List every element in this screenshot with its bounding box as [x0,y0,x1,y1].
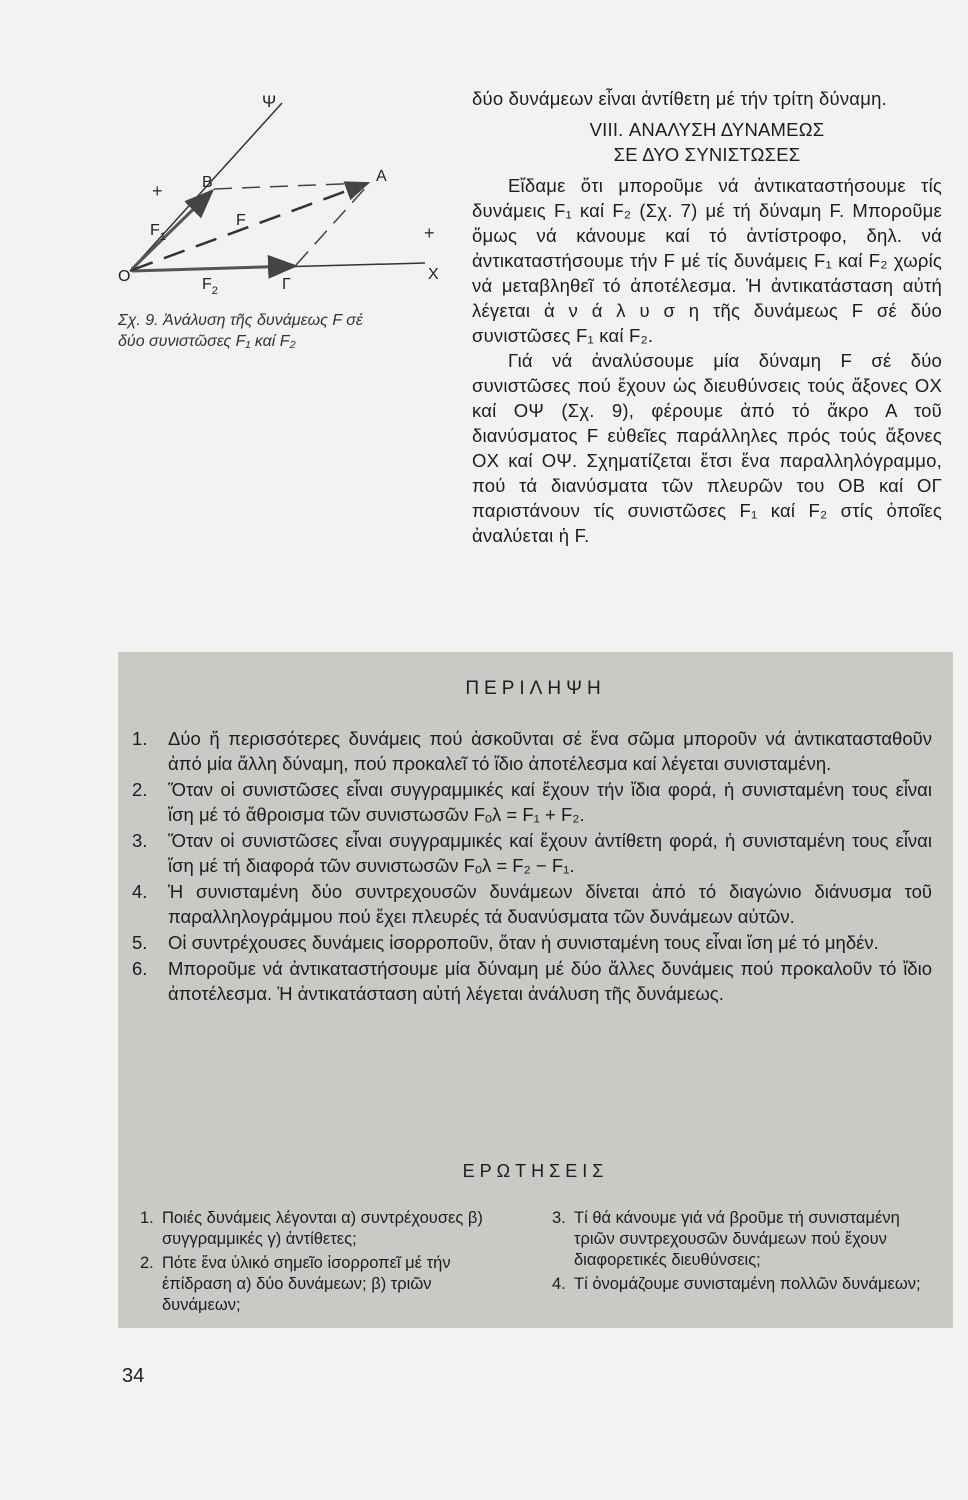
intro-paragraph: δύο δυνάμεων εἶναι ἀντίθετη μέ τήν τρίτη δύναμη. [472,88,887,109]
summary-item [132,879,932,929]
summary-item-number: 3. [132,830,148,851]
label-b: B [202,174,213,191]
paragraph-analysis-definition: Εἴδαμε ὅτι μποροῦμε νά ἀντικαταστήσουμε τίς δυνάμεις F₁ καί F₂ (Σχ. 7) μέ τή δύναμη F. Μποροῦμε ὅμως νά κάνουμε καί τό ἀντίστροφο, δηλ. νά ἀντικαταστήσουμε τήν F μέ τίς δυνάμεις F₁ καί F₂ χωρίς νά μεταβληθεῖ τό ἀποτέλεσμα. Ἡ ἀντικατάσταση αὐτή λέγεται ἀ ν ά λ υ σ η τῆς δυνάμεως F σέ δύο συνιστῶσες F₁ καί F₂. [472,175,942,346]
summary-item-text: Ὅταν οἱ συνιστῶσες εἶναι συγγραμμικές καί ἔχουν τήν ἴδια φορά, ἡ συνισταμένη τους εἶναι ἴση μέ τό ἄθροισμα τῶν συνιστωσῶν Fₒλ = F₁ + F₂. [168,779,932,825]
question-item [140,1208,510,1250]
label-x: X [428,266,439,283]
vector-f [132,183,368,270]
summary-item [132,930,932,955]
label-f: F [236,212,246,229]
question-number: 4. [552,1275,566,1293]
questions-right-column [552,1208,938,1298]
section-heading-line1: VIII. ΑΝΑΛΥΣΗ ΔΥΝΑΜΕΩΣ [589,119,825,140]
page-number: 34 [122,1365,145,1387]
question-text: Τί θά κάνουμε γιά νά βροῦμε τή συνισταμένη τριῶν συντρεχουσῶν δυνάμεων πού ἔχουν διαφορετικές διευθύνσεις; [574,1209,900,1269]
label-psi: Ψ [262,92,277,111]
label-f1: $F_1$ [150,222,166,243]
questions-left-column [140,1208,510,1319]
question-number: 2. [140,1254,154,1272]
summary-item-text: Μποροῦμε νά ἀντικαταστήσουμε μία δύναμη μέ δύο ἄλλες δυνάμεις πού προκαλοῦν τό ἴδιο ἀποτέλεσμα. Ἡ ἀντικατάσταση αὐτή λέγεται ἀνάλυση τῆς δυνάμεως. [168,958,932,1004]
questions-title: ΕΡΩΤΗΣΕΙΣ [462,1161,609,1181]
summary-item [132,956,932,1006]
dashed-line-ba [214,183,366,189]
question-text: Πότε ἕνα ὑλικό σημεῖο ἰσορροπεῖ μέ τήν ἐπίδραση α) δύο δυνάμεων; β) τριῶν δυνάμεων; [162,1254,451,1314]
summary-item-number: 5. [132,932,148,953]
label-f2: $F_2$ [202,276,218,297]
force-decomposition-diagram [110,85,450,305]
summary-item-text: Οἱ συντρέχουσες δυνάμεις ἰσορροποῦν, ὅταν ἡ συνισταμένη τους εἶναι ἴση μέ τό μηδέν. [168,932,879,953]
question-number: 1. [140,1209,154,1227]
question-number: 3. [552,1209,566,1227]
label-gamma: Γ [282,276,291,293]
section-heading [472,117,942,167]
summary-item-number: 1. [132,728,148,749]
summary-item [132,726,932,776]
figure-caption-line1: Σχ. 9. Ἀνάλυση τῆς δυνάμεως F σέ [118,312,363,329]
summary-item-number: 6. [132,958,148,979]
question-text: Τί ὀνομάζουμε συνισταμένη πολλῶν δυνάμεων; [574,1275,921,1293]
question-text: Ποιές δυνάμεις λέγονται α) συντρέχουσες β) συγγραμμικές γ) ἀντίθετες; [162,1209,483,1248]
summary-item-text: Ὅταν οἱ συνιστῶσες εἶναι συγγραμμικές καί ἔχουν ἀντίθετη φορά, ἡ συνισταμένη τους εἶναι ἴση μέ τή διαφορά τῶν συνιστωσῶν Fₒλ = F₂ − F₁. [168,830,932,876]
question-item [140,1253,510,1316]
label-a: A [376,168,387,185]
label-o: O [118,268,131,285]
summary-box [118,652,953,1328]
summary-item [132,777,932,827]
vector-f1 [132,191,212,269]
summary-list [132,726,932,1007]
summary-item-text: Δύο ἤ περισσότερες δυνάμεις πού ἀσκοῦνται σέ ἕνα σῶμα μποροῦν νά ἀντικατασταθοῦν ἀπό μία ἄλλη δύναμη, πού προκαλεῖ τό ἴδιο ἀποτέλεσμα καί λέγεται συνισταμένη. [168,728,932,774]
question-item [552,1274,938,1295]
figure-caption [118,310,448,352]
question-item [552,1208,938,1271]
right-column [472,86,942,548]
summary-item-number: 4. [132,881,148,902]
figure-caption-line2: δύο συνιστῶσες F₁ καί F₂ [118,333,296,350]
summary-item-text: Ἡ συνισταμένη δύο συντρεχουσῶν δυνάμεων δίνεται ἀπό τό διαγώνιο διάνυσμα τοῦ παραλληλογράμμου πού ἔχει πλευρές τά δυανύσματα τῶν δυνάμεων αὐτῶν. [168,881,932,927]
summary-item-number: 2. [132,779,148,800]
section-heading-line2: ΣΕ ΔΥΟ ΣΥΝΙΣΤΩΣΕΣ [613,144,801,165]
paragraph-analysis-method: Γιά νά ἀναλύσουμε μία δύναμη F σέ δύο συνιστῶσες πού ἔχουν ὡς διευθύνσεις τούς ἄξονες ΟΧ καί ΟΨ (Σχ. 9), φέρουμε ἀπό τό ἄκρο Α τοῦ διανύσματος F εὐθεῖες παράλληλες πρός τούς ἄξονες ΟΧ καί ΟΨ. Σχηματίζεται ἔτσι ἕνα παραλληλόγραμμο, πού τά διανύσματα τῶν πλευρῶν του ΟΒ καί ΟΓ παριστάνουν τίς συνιστῶσες F₁ καί F₂ στίς ὁποῖες ἀναλύεται ἡ F. [472,350,942,546]
vector-f2 [132,266,295,271]
summary-title: ΠΕΡΙΛΗΨΗ [465,678,606,699]
cross-mark-right: + [424,223,435,243]
cross-mark-left: + [152,181,163,201]
summary-item [132,828,932,878]
